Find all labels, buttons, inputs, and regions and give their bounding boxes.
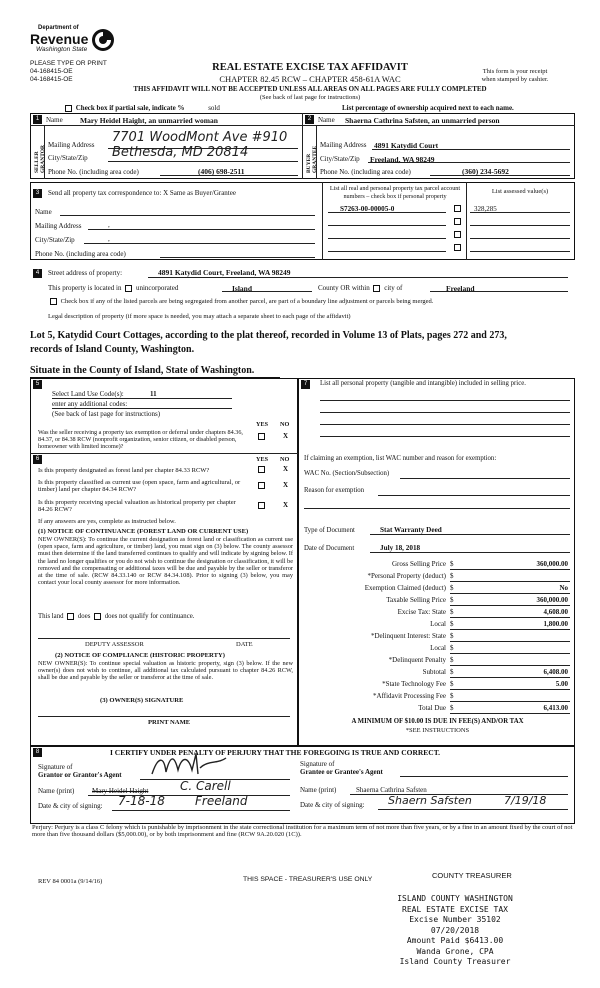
tax-calculation — [300, 560, 575, 720]
does-not-label: does not qualify for continuance. — [104, 613, 195, 621]
calc-label: Total Due — [418, 704, 446, 712]
parcel-header-1: List all real and personal property tax parcel account — [329, 185, 461, 192]
doc-date-label: Date of Document — [304, 545, 355, 552]
s3-mailing-label: Mailing Address — [35, 222, 82, 230]
doc-type-label: Type of Document — [304, 527, 355, 534]
stamp-line: REAL ESTATE EXCISE TAX — [402, 904, 508, 914]
form-notice: THIS AFFIDAVIT WILL NOT BE ACCEPTED UNLESS ALL AREAS ON ALL PAGES ARE FULLY COMPLETED — [133, 85, 487, 93]
receipt-note-1: This form is your receipt — [482, 68, 548, 75]
calc-label: *Personal Property (deduct) — [367, 572, 446, 580]
calc-dollar: $ — [450, 632, 454, 640]
parcel-2-checkbox[interactable] — [454, 218, 461, 225]
calc-dollar: $ — [450, 584, 454, 592]
does-label: does — [77, 613, 91, 621]
calc-value[interactable]: 4,608.00 — [543, 608, 568, 616]
seller-mailing[interactable]: 7701 WoodMont Ave #910 — [112, 130, 288, 145]
s6-q2-yes-checkbox[interactable] — [258, 482, 265, 489]
partial-sale-checkbox[interactable] — [65, 105, 72, 112]
buyer-city-label: City/State/Zip — [320, 155, 360, 163]
claiming-label: If claiming an exemption, list WAC number and reason for exemption: — [304, 455, 497, 462]
perjury-notice: Perjury: Perjury is a class C felony which is punishable by imprisonment in the state correctional institution for a maximum term of not more than five years, or by a fine in an amount fixed by the court of not more than five thousand dollars ($5,000.00), or by both imprisonment and fine (RCW 9A.20.020 (1C)). — [32, 824, 573, 839]
s6-q1: Is this property designated as forest land per chapter 84.33 RCW? — [38, 467, 210, 474]
calc-dollar: $ — [450, 620, 454, 628]
deputy-assessor: DEPUTY ASSESSOR — [85, 641, 144, 648]
section-8-marker: 8 — [33, 748, 42, 757]
stamp-line: Island County Treasurer — [399, 957, 511, 966]
legal-line-1: Lot 5, Katydid Court Cottages, according to the plat thereof, recorded in Volume 13 of Plats, pages 272 and 273, — [30, 330, 507, 341]
s5-see-back: (See back of last page for instructions) — [52, 410, 161, 418]
seller-name[interactable]: Mary Heidel Haight, an unmarried woman — [80, 115, 218, 125]
grantor-name-print-label: Name (print) — [38, 787, 75, 795]
calc-dollar: $ — [450, 680, 454, 688]
segregated-row — [48, 298, 433, 306]
parcel-number[interactable]: S7263-00-00005-0 — [340, 205, 395, 213]
calc-label: *State Technology Fee — [382, 680, 446, 688]
treasurer-space: THIS SPACE - TREASURER'S USE ONLY — [243, 876, 373, 883]
s6-q1-answer[interactable]: X — [283, 465, 289, 473]
unincorporated-checkbox[interactable] — [125, 285, 132, 292]
treasurer-stamp — [355, 894, 555, 968]
form-subtitle: CHAPTER 82.45 RCW – CHAPTER 458-61A WAC — [219, 74, 401, 84]
seller-mailing-label: Mailing Address — [48, 141, 95, 149]
legal-line-2: records of Island County, Washington. — [30, 344, 195, 355]
parcel-4-checkbox[interactable] — [454, 244, 461, 251]
parcel-header-2: numbers – check box if personal property — [343, 193, 447, 200]
s5-yes: YES — [256, 421, 269, 428]
partial-sale-row — [63, 104, 220, 112]
form-code-2: 04-168415-OE — [30, 76, 73, 83]
grantee-date-city-label: Date & city of signing: — [300, 801, 365, 809]
calc-label: *Affidavit Processing Fee — [373, 692, 446, 700]
calc-dollar: $ — [450, 668, 454, 676]
s6-q2: Is this property classified as current use (open space, farm and agricultural, or timber) land per chapter 84.34 RCW? — [38, 479, 241, 494]
s3-name-label: Name — [35, 208, 52, 216]
seller-city-label: City/State/Zip — [48, 154, 88, 162]
notice-1-title: (1) NOTICE OF CONTINUANCE (FOREST LAND OR CURRENT USE) — [38, 528, 249, 535]
calc-label: Subtotal — [422, 668, 446, 676]
buyer-mailing-label: Mailing Address — [320, 141, 367, 149]
calc-value[interactable]: 6,413.00 — [543, 704, 568, 712]
calc-dollar: $ — [450, 692, 454, 700]
calc-dollar: $ — [450, 608, 454, 616]
calc-dollar: $ — [450, 644, 454, 652]
grantee-name-print-label: Name (print) — [300, 786, 337, 794]
form-code-1: 04-168415-OE — [30, 68, 73, 75]
grantee-name-print[interactable]: Shaerna Cathrina Safsten — [356, 786, 427, 794]
stamp-line: Amount Paid $6413.00 — [406, 936, 504, 945]
s3-city-label: City/State/Zip — [35, 236, 75, 244]
section-3-marker: 3 — [33, 189, 42, 198]
section-7-marker: 7 — [301, 380, 310, 389]
s6-q3: Is this property receiving special valuation as historical property per chapter 84.26 RCW? — [38, 499, 236, 514]
exempt-yes-checkbox[interactable] — [258, 433, 265, 440]
buyer-side-label: BUYER GRANTEE — [306, 145, 318, 173]
located-label: This property is located in — [48, 284, 122, 292]
s6-no: NO — [280, 456, 290, 463]
form-title: REAL ESTATE EXCISE TAX AFFIDAVIT — [212, 62, 408, 73]
calc-dollar: $ — [450, 656, 454, 664]
grantor-city[interactable]: Freeland — [195, 794, 248, 808]
grantee-date[interactable]: 7/19/18 — [504, 794, 547, 807]
calc-label: Excise Tax: State — [397, 608, 446, 616]
print-name-label: PRINT NAME — [148, 719, 191, 726]
assessed-value[interactable]: 328,285 — [474, 205, 497, 213]
calc-label: *Delinquent Penalty — [388, 656, 446, 664]
form-see-back: (See back of last page for instructions) — [259, 94, 361, 101]
grantee-sig-label — [300, 760, 383, 776]
calc-value[interactable]: 6,408.00 — [543, 668, 568, 676]
exempt-question: Was the seller receiving a property tax exemption or deferral under chapters 84.36, 84.37, or 84.38 RCW (nonprofit organization, senior citizen, or disabled person, homeowner with limited income)? — [38, 429, 243, 451]
grantee-agent-label: Grantee or Grantee's Agent — [300, 768, 383, 777]
segregated-checkbox[interactable] — [50, 298, 57, 305]
s6-q3-answer[interactable]: X — [283, 501, 289, 509]
calc-label: Taxable Selling Price — [386, 596, 446, 604]
partial-sale-label: Check box if partial sale, indicate % — [75, 104, 185, 112]
grantor-name-print[interactable]: Mary Heidel Haight — [92, 787, 149, 795]
county-treasurer: COUNTY TREASURER — [432, 871, 512, 880]
stamp-line: Wanda Grone, CPA — [416, 946, 494, 956]
reason-label: Reason for exemption — [304, 487, 365, 494]
grantee-signature[interactable]: Shaern Safsten — [388, 794, 472, 807]
see-instructions: *SEE INSTRUCTIONS — [405, 727, 470, 734]
s6-q3-yes-checkbox[interactable] — [258, 502, 265, 509]
calc-label: Gross Selling Price — [391, 560, 446, 568]
located-row — [48, 284, 178, 292]
section-1-marker: 1 — [33, 115, 42, 124]
calc-value[interactable]: No — [559, 584, 568, 592]
calc-label: Local — [430, 644, 446, 652]
grantor-handwritten-name[interactable]: C. Carell — [180, 779, 231, 793]
buyer-name-label: Name — [318, 116, 335, 124]
personal-prop-label: List all personal property (tangible and intangible) included in selling price. — [320, 380, 526, 387]
deputy-date: DATE — [236, 641, 253, 648]
s3-city-comma: , — [108, 235, 110, 243]
owner-signature-label: (3) OWNER(S) SIGNATURE — [100, 697, 184, 704]
s6-yes: YES — [256, 456, 269, 463]
notice-1-text: NEW OWNER(S): To continue the current designation as forest land or classification as current use (open space, farm and agriculture, or timber) land, you must sign on (3) below. The county assessor must then determine if the land transferred continues to qualify and will indicate by signing below. If the land no longer qualifies or you do not wish to continue the designation or classification, it will be removed and the compensating or additional taxes will be due and payable by the seller or transferor at the time of sale. (RCW 84.33.140 or RCW 84.34.108). Prior to signing (3) below, you may contact your local county assessor for more information. — [38, 536, 293, 587]
calc-dollar: $ — [450, 560, 454, 568]
buyer-phone[interactable]: (360) 234-5692 — [462, 167, 509, 176]
section-4-marker: 4 — [33, 269, 42, 278]
rev-code: REV 84 0001a (9/14/16) — [38, 878, 103, 885]
stamp-line: ISLAND COUNTY WASHINGTON — [397, 894, 513, 903]
buyer-city[interactable]: Freeland, WA 98249 — [370, 154, 435, 164]
please-type: PLEASE TYPE OR PRINT — [30, 60, 107, 67]
doc-date[interactable]: July 18, 2018 — [380, 544, 421, 552]
s6-q2-answer[interactable]: X — [283, 481, 289, 489]
wac-label: WAC No. (Section/Subsection) — [304, 470, 390, 477]
correspondence-label: Send all property tax correspondence to: X Same as Buyer/Grantee — [48, 189, 236, 197]
revenue-logo-icon — [90, 27, 116, 53]
calc-dollar: $ — [450, 572, 454, 580]
seller-phone-label: Phone No. (including area code) — [48, 168, 139, 176]
grantor-date[interactable]: 7-18-18 — [118, 794, 165, 808]
partial-sale-sold: sold — [208, 104, 220, 112]
does-checkbox[interactable] — [67, 613, 74, 620]
parcel-3-checkbox[interactable] — [454, 231, 461, 238]
stamp-line: 07/20/2018 — [430, 925, 480, 935]
buyer-name[interactable]: Shaerna Cathrina Safsten, an unmarried person — [345, 115, 500, 125]
sig-of-label: Signature of — [38, 763, 73, 771]
s3-mailing-comma: , — [108, 221, 110, 229]
parcel-1-checkbox[interactable] — [454, 205, 461, 212]
additional-codes: enter any additional codes: — [52, 400, 128, 408]
calc-value[interactable]: 360,000.00 — [536, 596, 568, 604]
calc-dollar: $ — [450, 596, 454, 604]
exempt-answer[interactable]: X — [283, 432, 289, 440]
dept-small: Department of — [38, 25, 79, 31]
city-of-label: city of — [384, 284, 403, 292]
street-label: Street address of property: — [48, 269, 123, 277]
buyer-phone-label: Phone No. (including area code) — [320, 168, 411, 176]
land-use-code[interactable]: 11 — [150, 389, 157, 398]
dor-logo — [30, 25, 120, 59]
calc-label: *Delinquent Interest: State — [370, 632, 446, 640]
seller-phone[interactable]: (406) 698-2511 — [198, 167, 245, 176]
seller-name-label: Name — [46, 116, 63, 124]
grantor-sig-label — [38, 763, 122, 779]
calc-label: Exemption Claimed (deduct) — [364, 584, 446, 592]
stamp-line: Excise Number 35102 — [409, 915, 501, 924]
this-land-row — [38, 613, 194, 621]
city-value[interactable]: Freeland — [446, 283, 475, 293]
sig-of-label-2: Signature of — [300, 760, 335, 768]
s6-q1-yes-checkbox[interactable] — [258, 466, 265, 473]
receipt-note-2: when stamped by cashier. — [481, 76, 549, 83]
calc-dollar: $ — [450, 704, 454, 712]
min-fee-note: A MINIMUM OF $10.00 IS DUE IN FEE(S) AND/OR TAX — [351, 718, 524, 725]
unincorporated-label: unincorporated — [135, 284, 179, 292]
calc-value[interactable]: 360,000.00 — [536, 560, 568, 568]
segregated-label: Check box if any of the listed parcels are being segregated from another parcel, are part of a boundary line adjustment or parcels being merged. — [60, 298, 434, 305]
grantor-signature[interactable] — [148, 750, 238, 780]
certify-statement: I CERTIFY UNDER PENALTY OF PERJURY THAT THE FOREGOING IS TRUE AND CORRECT. — [110, 748, 441, 757]
assessed-header: List assessed value(s) — [491, 188, 549, 195]
ownership-note: List percentage of ownership acquired next to each name. — [342, 104, 514, 112]
section-6-marker: 6 — [33, 455, 42, 464]
buyer-mailing[interactable]: 4891 Katydid Court — [374, 140, 439, 150]
seller-city[interactable]: Bethesda, MD 20814 — [112, 145, 249, 160]
section-2-marker: 2 — [305, 115, 314, 124]
this-land-label: This land — [38, 613, 64, 621]
county-label: County OR within — [318, 284, 370, 292]
calc-label: Local — [430, 620, 446, 628]
street-address[interactable]: 4891 Katydid Court, Freeland, WA 98249 — [158, 268, 291, 277]
city-of-checkbox[interactable] — [373, 285, 380, 292]
dept-state: Washington State — [36, 46, 88, 53]
seller-side-label: SELLER GRANTOR — [34, 144, 46, 173]
legal-label: Legal description of property (if more space is needed, you may attach a separate sheet to each page of the affidavit) — [48, 313, 351, 320]
doc-type[interactable]: Stat Warranty Deed — [380, 526, 442, 534]
notice-2-title: (2) NOTICE OF COMPLIANCE (HISTORIC PROPERTY) — [55, 652, 225, 659]
calc-value[interactable]: 1,800.00 — [543, 620, 568, 628]
land-use-label: Select Land Use Code(s): — [52, 390, 124, 398]
notice-2-text: NEW OWNER(S): To continue special valuation as historic property, sign (3) below. If the new owner(s) does not wish to continue, all additional tax calculated pursuant to chapter 84.26 RCW, shall be due and payable by the seller or transferor at the time of sale. — [38, 660, 293, 682]
section-5-marker: 5 — [33, 380, 42, 389]
section-8-box — [30, 746, 575, 824]
does-not-checkbox[interactable] — [94, 613, 101, 620]
county-value[interactable]: Island — [232, 283, 253, 293]
calc-value[interactable]: 5.00 — [555, 680, 568, 688]
county-row — [318, 284, 402, 292]
legal-line-3: Situate in the County of Island, State of Washington. — [30, 365, 255, 376]
grantor-agent-label: Grantor or Grantor's Agent — [38, 771, 122, 780]
s6-if-yes: If any answers are yes, complete as instructed below. — [38, 518, 176, 525]
s5-no: NO — [280, 421, 290, 428]
s3-phone-label: Phone No. (including area code) — [35, 250, 126, 258]
grantor-date-city-label: Date & city of signing: — [38, 802, 103, 810]
dept-name: Revenue — [30, 31, 89, 47]
